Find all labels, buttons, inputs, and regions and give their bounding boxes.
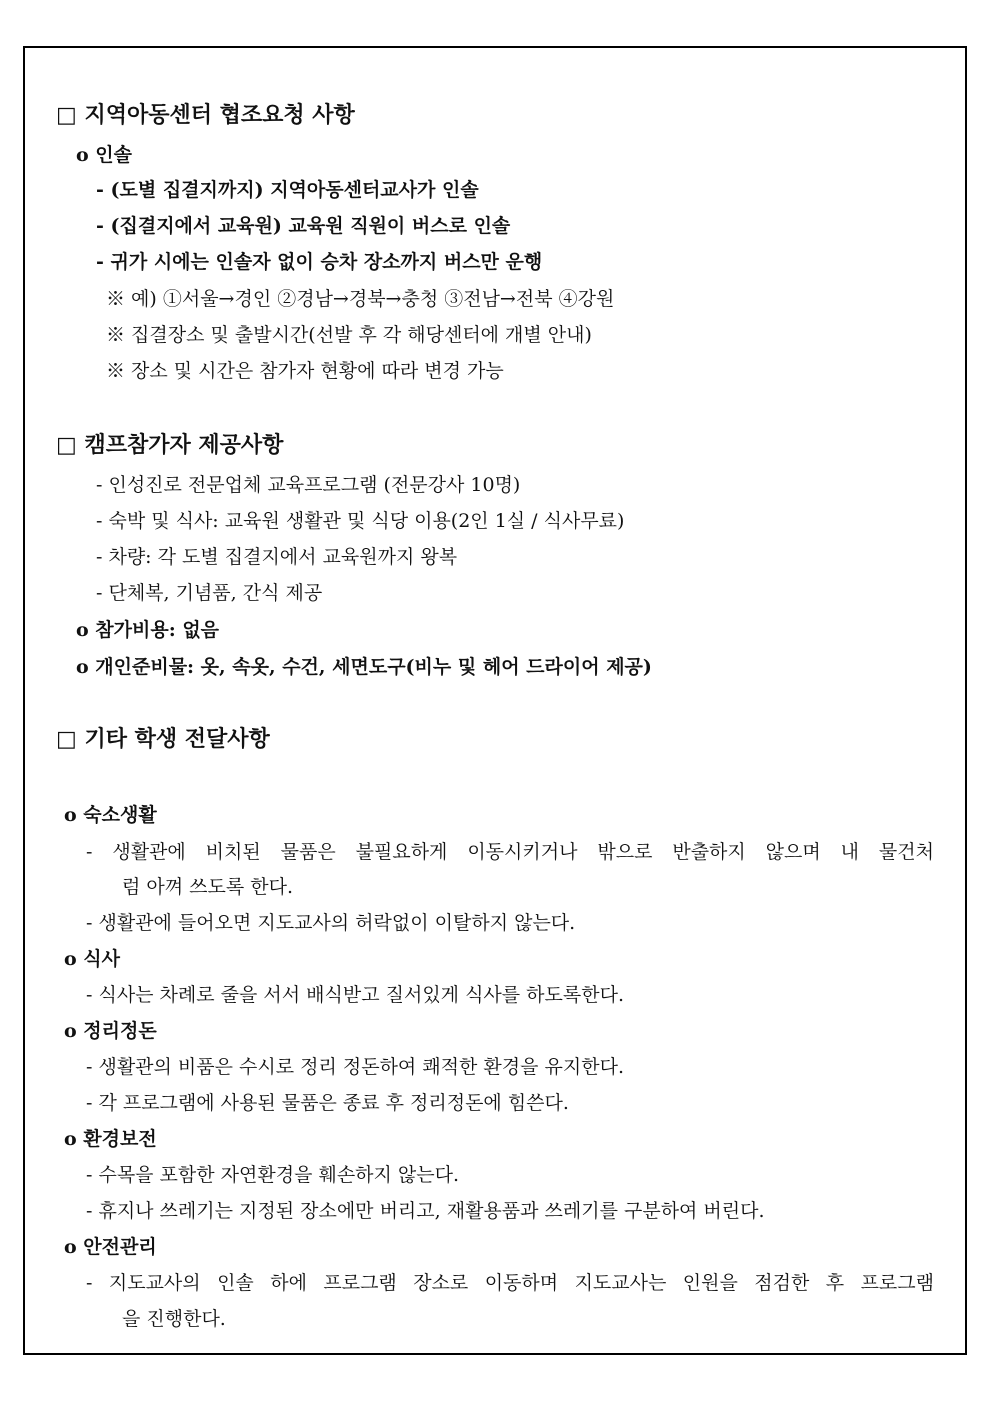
- safety-item-1: - 지도교사의 인솔 하에 프로그램 장소로 이동하며 지도교사는 인원을 점검한 후 프로그램: [86, 1272, 934, 1294]
- provision-item-1: - 인성진로 전문업체 교육프로그램 (전문강사 10명): [96, 474, 521, 496]
- bullet-safety: o 안전관리: [64, 1236, 157, 1258]
- provision-item-2: - 숙박 및 식사: 교육원 생활관 및 식당 이용(2인 1실 / 식사무료): [96, 510, 625, 532]
- document-frame: [23, 46, 967, 1355]
- section-title-camp-provision: □ 캠프참가자 제공사항: [56, 433, 284, 458]
- bullet-fee: o 참가비용: 없음: [76, 619, 220, 641]
- environment-item-2: - 휴지나 쓰레기는 지정된 장소에만 버리고, 재활용품과 쓰레기를 구분하여 버린다.: [86, 1200, 765, 1222]
- bullet-preparation: o 개인준비물: 옷, 속옷, 수건, 세면도구(비누 및 헤어 드라이어 제공): [76, 656, 652, 678]
- bullet-lodging: o 숙소생활: [64, 804, 157, 826]
- bullet-environment: o 환경보전: [64, 1128, 157, 1150]
- bullet-meal: o 식사: [64, 948, 120, 970]
- environment-item-1: - 수목을 포함한 자연환경을 훼손하지 않는다.: [86, 1164, 460, 1186]
- provision-item-4: - 단체복, 기념품, 간식 제공: [96, 582, 323, 604]
- section-title-student-notice: □ 기타 학생 전달사항: [56, 727, 270, 752]
- tidy-item-2: - 각 프로그램에 사용된 물품은 종료 후 정리정돈에 힘쓴다.: [86, 1092, 569, 1114]
- lodging-item-1: - 생활관에 비치된 물품은 불필요하게 이동시키거나 밖으로 반출하지 않으며 내 물건처: [86, 841, 934, 863]
- provision-item-3: - 차량: 각 도별 집결지에서 교육원까지 왕복: [96, 546, 458, 568]
- bullet-escort: o 인솔: [76, 144, 132, 166]
- escort-note-2: ※ 집결장소 및 출발시간(선발 후 각 해당센터에 개별 안내): [106, 324, 592, 346]
- section-title-center-request: □ 지역아동센터 협조요청 사항: [56, 103, 355, 128]
- escort-note-1: ※ 예) ①서울→경인 ②경남→경북→충청 ③전남→전북 ④강원: [106, 288, 615, 310]
- escort-item-3: - 귀가 시에는 인솔자 없이 승차 장소까지 버스만 운행: [96, 251, 543, 273]
- tidy-item-1: - 생활관의 비품은 수시로 정리 정돈하여 쾌적한 환경을 유지한다.: [86, 1056, 624, 1078]
- escort-item-1: - (도별 집결지까지) 지역아동센터교사가 인솔: [96, 179, 479, 201]
- lodging-item-1-cont: 럼 아껴 쓰도록 한다.: [122, 876, 293, 898]
- meal-item-1: - 식사는 차례로 줄을 서서 배식받고 질서있게 식사를 하도록한다.: [86, 984, 624, 1006]
- escort-note-3: ※ 장소 및 시간은 참가자 현황에 따라 변경 가능: [106, 360, 504, 382]
- safety-item-1-cont: 을 진행한다.: [122, 1308, 226, 1330]
- bullet-tidy: o 정리정돈: [64, 1020, 157, 1042]
- escort-item-2: - (집결지에서 교육원) 교육원 직원이 버스로 인솔: [96, 215, 511, 237]
- lodging-item-2: - 생활관에 들어오면 지도교사의 허락없이 이탈하지 않는다.: [86, 912, 576, 934]
